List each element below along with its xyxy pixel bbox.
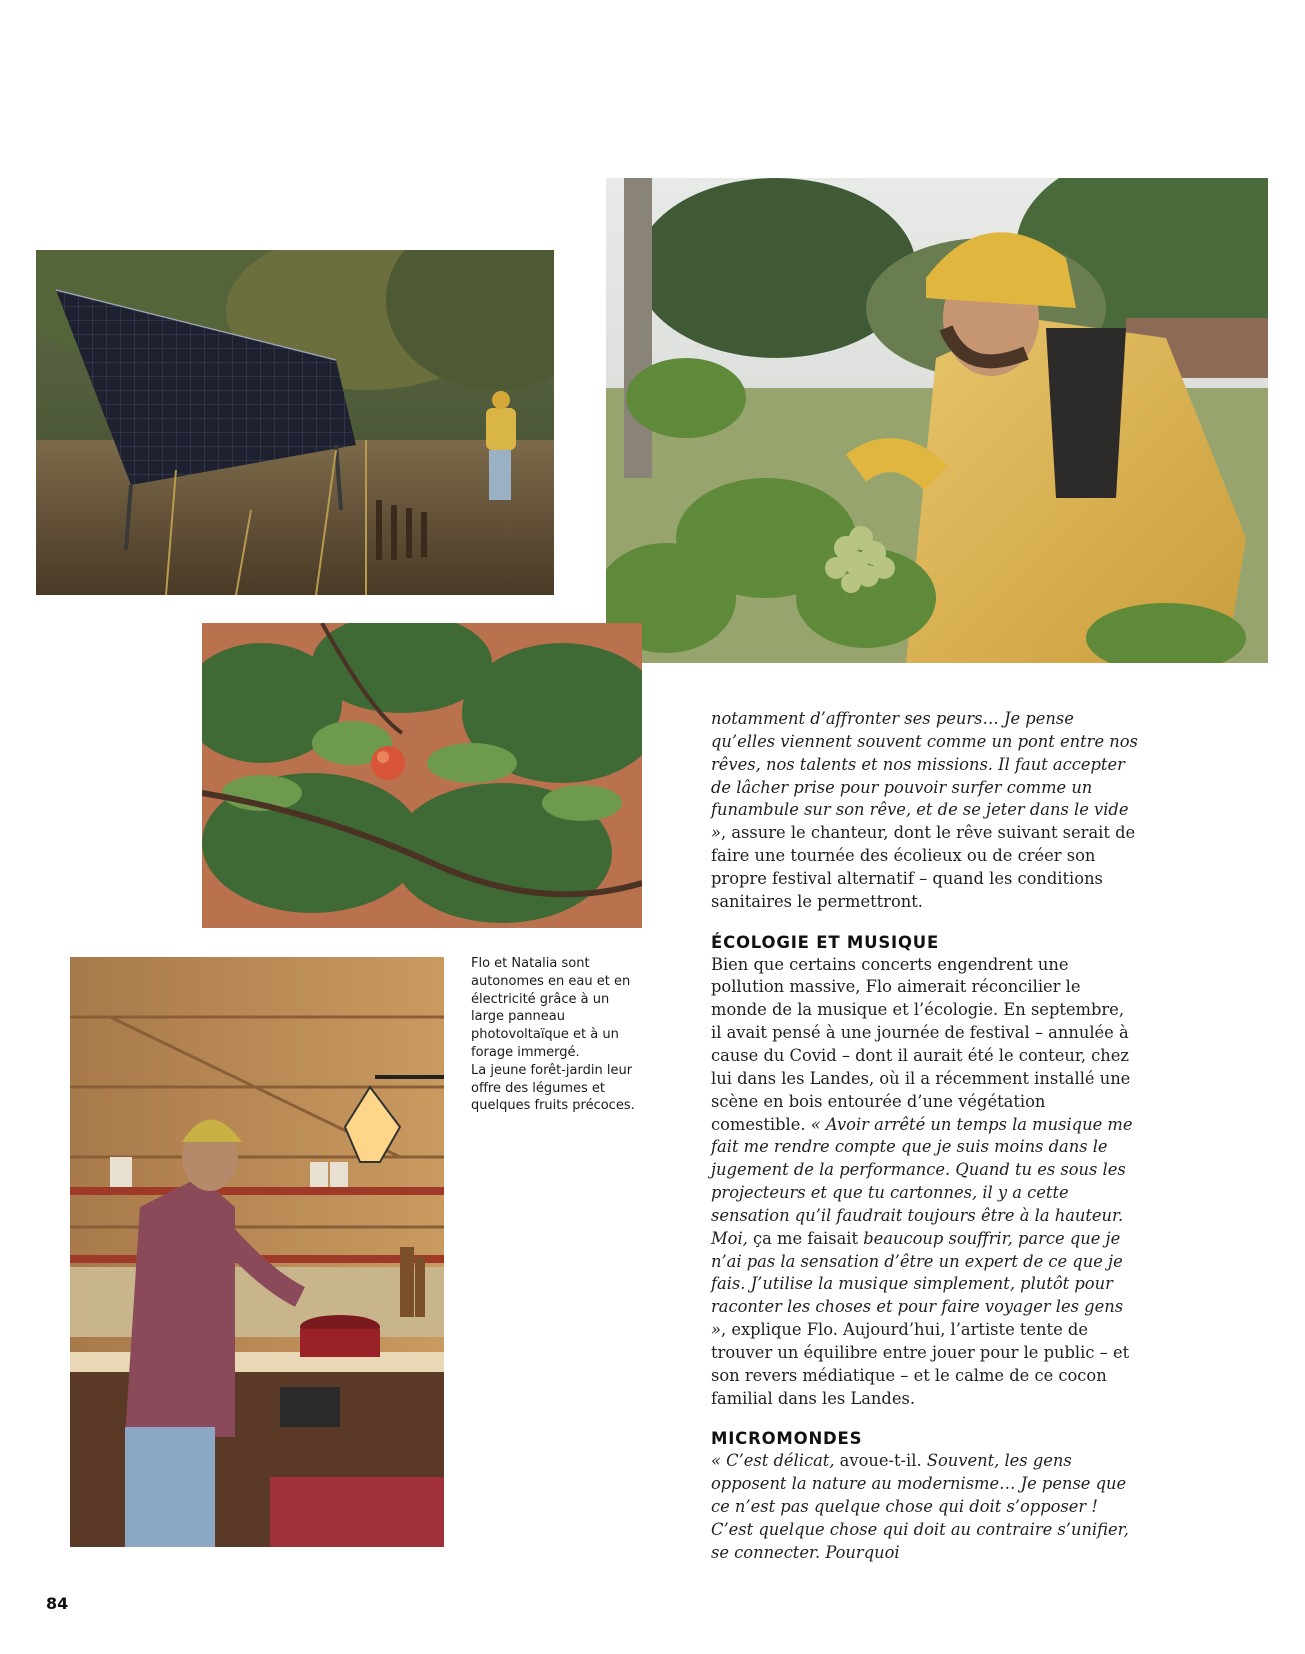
quote-text: « Avoir arrêté un temps la musique me fait me rendre compte que je suis moins dans le jugement de la performance. Quand tu es sous les projecteurs et que tu cartonnes, il y a cette sensation qu’il faudrait toujours être à la hauteur. Moi, xyxy=(711,1114,1133,1248)
page-number: 84 xyxy=(46,1594,69,1613)
grapes-illustration xyxy=(606,178,1268,663)
body-text: Bien que certains concerts engendrent une pollution massive, Flo aimerait réconcilier le monde de la musique et l’écologie. En septembre, il avait pensé à une journée de festival – annulée à cause du Covid – dont il aurait été le conteur, chez lui dans les Landes, où il a récemment installé une scène en bois entourée d’une végétation comestible. xyxy=(711,954,1131,1134)
section-heading-ecologie: ÉCOLOGIE ET MUSIQUE xyxy=(711,932,940,952)
apple-tree-branch-photo xyxy=(202,623,642,928)
article-paragraph-1 xyxy=(711,708,1139,914)
apple-illustration xyxy=(202,623,642,928)
article-column xyxy=(711,708,1139,1565)
solar-panel-illustration xyxy=(36,250,554,595)
photo-caption xyxy=(471,955,646,1115)
man-picking-grapes-photo xyxy=(606,178,1268,663)
quote-text: beaucoup souffrir, parce que je n’ai pas la sensation d’être un expert de ce que je fais. J’utilise la musique simplement, plutôt pour raconter les choses et pour faire voyager les gens » xyxy=(711,1228,1124,1340)
solar-panel-garden-photo xyxy=(36,250,554,595)
man-cooking-kitchen-photo xyxy=(70,957,444,1547)
caption-line-2: La jeune forêt-jardin leur offre des légumes et quelques fruits précoces. xyxy=(471,1062,635,1114)
body-text: , explique Flo. Aujourd’hui, l’artiste tente de trouver un équilibre entre jouer pour le public – et son revers médiatique – et le calme de ce cocon familial dans les Landes. xyxy=(711,1320,1130,1408)
body-text: , assure le chanteur, dont le rêve suivant serait de faire une tournée des écolieux ou de créer son propre festival alternatif – quand les conditions sanitaires le permettront. xyxy=(711,823,1136,911)
article-paragraph-2 xyxy=(711,954,1139,1411)
body-text: avoue-t-il. xyxy=(839,1451,927,1471)
quote-text: Souvent, les gens opposent la nature au modernisme… Je pense que ce n’est pas quelque chose qui doit s’opposer ! C’est quelque chose qui doit au contraire s’unifier, se connecter. Pourquoi xyxy=(711,1451,1129,1562)
kitchen-illustration xyxy=(70,957,444,1547)
body-text: ça me faisait xyxy=(753,1228,864,1248)
quote-text: notamment d’affronter ses peurs… Je pense qu’elles viennent souvent comme un pont entre nos rêves, nos talents et nos missions. Il faut accepter de lâcher prise pour pouvoir surfer comme un funambule sur son rêve, et de se jeter dans le vide » xyxy=(711,709,1138,843)
article-paragraph-3 xyxy=(711,1450,1139,1564)
section-heading-micromondes: MICROMONDES xyxy=(711,1429,863,1449)
caption-line-1: Flo et Natalia sont autonomes en eau et en électricité grâce à un large panneau photovoltaïque et à un forage immergé. xyxy=(471,956,631,1060)
quote-text: « C’est délicat, xyxy=(711,1451,840,1471)
